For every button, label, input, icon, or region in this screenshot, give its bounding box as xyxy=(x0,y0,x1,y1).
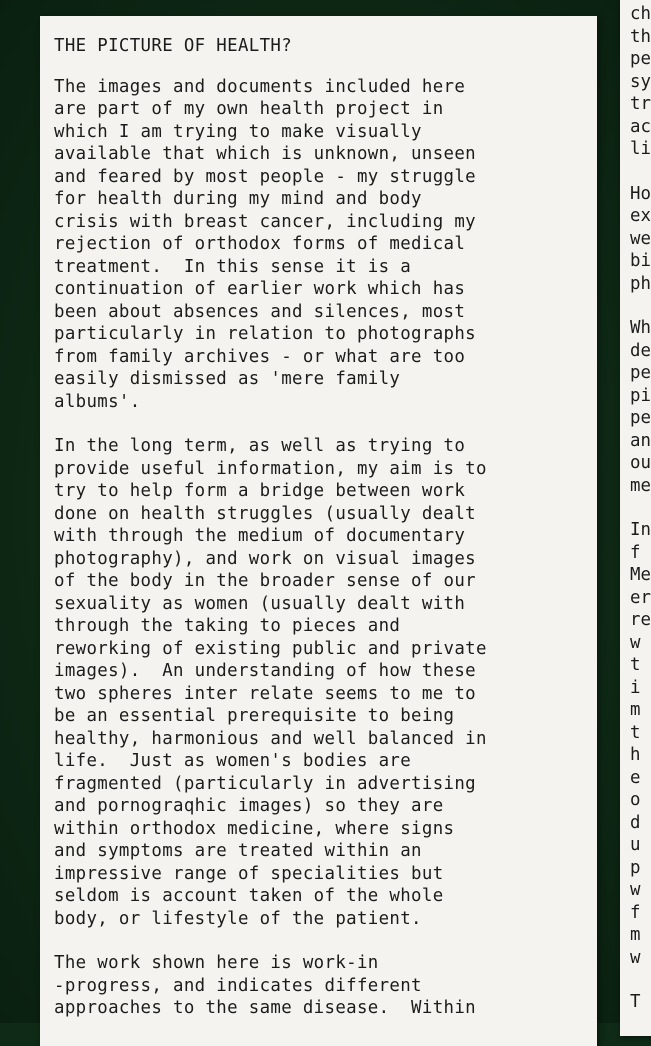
side-line-fragment: we xyxy=(630,228,651,249)
body-line: life. Just as women's bodies are xyxy=(54,751,412,771)
body-line: through the taking to pieces and xyxy=(54,616,401,636)
body-line: crisis with breast cancer, including my xyxy=(54,211,476,232)
body-line: try to help form a bridge between work xyxy=(54,481,466,501)
side-line-fragment: o xyxy=(630,790,641,810)
side-line-fragment: pe xyxy=(630,363,651,383)
side-line-fragment: sy xyxy=(630,71,651,92)
body-line: for health during my mind and body xyxy=(54,189,422,209)
body-line: The work shown here is work-in xyxy=(54,953,379,973)
body-line: done on health struggles (usually dealt xyxy=(54,503,476,524)
side-paragraph-fragment xyxy=(630,317,651,497)
side-paragraph-fragment xyxy=(630,3,651,161)
side-line-fragment: me xyxy=(630,475,651,496)
main-text-panel xyxy=(40,16,597,1046)
body-line: of the body in the broader sense of our xyxy=(54,571,476,591)
side-line-fragment: T xyxy=(630,992,641,1012)
side-line-fragment: u xyxy=(630,835,641,855)
body-line: sexuality as women (usually dealt with xyxy=(54,593,466,614)
body-line: be an essential prerequisite to being xyxy=(54,706,455,726)
side-line-fragment: ou xyxy=(630,453,651,473)
side-line-fragment: t xyxy=(630,655,641,675)
body-line: The images and documents included here xyxy=(54,76,466,97)
body-line: particularly in relation to photographs xyxy=(54,324,476,344)
side-line-fragment: i xyxy=(630,677,641,698)
body-line: -progress, and indicates different xyxy=(54,975,422,996)
side-line-fragment: Ho xyxy=(630,183,651,204)
side-line-fragment: In xyxy=(630,520,651,540)
side-line-fragment: w xyxy=(630,880,641,900)
side-line-fragment: er xyxy=(630,587,651,608)
body-line: from family archives - or what are too xyxy=(54,346,466,367)
side-line-fragment: de xyxy=(630,340,651,361)
side-line-fragment: h xyxy=(630,745,641,765)
body-line: and pornograqhic images) so they are xyxy=(54,796,444,816)
body-line: two spheres inter relate seems to me to xyxy=(54,683,476,704)
body-line: provide useful information, my aim is to xyxy=(54,458,487,479)
side-line-fragment: m xyxy=(630,925,641,945)
body-line: body, or lifestyle of the patient. xyxy=(54,908,422,929)
side-line-fragment: pe xyxy=(630,408,651,428)
body-line: healthy, harmonious and well balanced in xyxy=(54,728,487,749)
body-line: photography), and work on visual images xyxy=(54,548,476,569)
document-body xyxy=(54,76,597,1020)
side-line-fragment: m xyxy=(630,700,641,720)
body-line: fragmented (particularly in advertising xyxy=(54,773,476,794)
side-line-fragment: th xyxy=(630,26,651,47)
body-line: approaches to the same disease. Within xyxy=(54,998,476,1018)
side-line-fragment: t xyxy=(630,722,641,743)
body-line: within orthodox medicine, where signs xyxy=(54,818,455,839)
body-line: reworking of existing public and private xyxy=(54,638,487,659)
side-text-panel xyxy=(620,0,651,1036)
body-line: and symptoms are treated within an xyxy=(54,841,422,861)
document-title: THE PICTURE OF HEALTH? xyxy=(54,36,293,56)
side-line-fragment: Me xyxy=(630,565,651,585)
body-line: and feared by most people - my struggle xyxy=(54,166,476,187)
side-line-fragment: f xyxy=(630,902,641,923)
side-paragraph-fragment xyxy=(630,519,651,969)
side-line-fragment: pe xyxy=(630,49,651,69)
body-line: rejection of orthodox forms of medical xyxy=(54,234,466,254)
body-line: treatment. In this sense it is a xyxy=(54,256,412,277)
body-paragraph xyxy=(54,76,597,414)
side-line-fragment: ch xyxy=(630,4,651,24)
side-line-fragment: w xyxy=(630,947,641,968)
side-line-fragment: an xyxy=(630,430,651,451)
side-line-fragment: f xyxy=(630,542,641,563)
body-line: with through the medium of documentary xyxy=(54,526,466,546)
body-line: been about absences and silences, most xyxy=(54,301,466,322)
body-line: available that which is unknown, unseen xyxy=(54,144,476,164)
body-paragraph xyxy=(54,435,597,930)
body-line: images). An understanding of how these xyxy=(54,661,476,681)
side-line-fragment: ph xyxy=(630,273,651,294)
side-line-fragment: p xyxy=(630,857,641,878)
body-line: which I am trying to make visually xyxy=(54,121,422,142)
side-line-fragment: ex xyxy=(630,206,651,226)
body-line: albums'. xyxy=(54,391,141,412)
body-line: impressive range of specialities but xyxy=(54,863,444,884)
body-line: continuation of earlier work which has xyxy=(54,279,466,299)
body-line: easily dismissed as 'mere family xyxy=(54,369,401,389)
side-line-fragment: li xyxy=(630,139,651,159)
body-paragraph xyxy=(54,952,597,1020)
side-panel-body xyxy=(630,3,651,1014)
side-line-fragment: bi xyxy=(630,251,651,271)
side-line-fragment: tr xyxy=(630,94,651,114)
side-paragraph-fragment xyxy=(630,991,651,1014)
side-line-fragment: Wh xyxy=(630,318,651,338)
side-line-fragment: ac xyxy=(630,116,651,137)
side-line-fragment: re xyxy=(630,610,651,630)
body-line: are part of my own health project in xyxy=(54,99,444,119)
side-line-fragment: pi xyxy=(630,385,651,406)
body-line: In the long term, as well as trying to xyxy=(54,436,466,456)
side-line-fragment: e xyxy=(630,767,641,788)
side-line-fragment: d xyxy=(630,812,641,833)
body-line: seldom is account taken of the whole xyxy=(54,886,444,906)
side-line-fragment: w xyxy=(630,632,641,653)
side-paragraph-fragment xyxy=(630,183,651,296)
